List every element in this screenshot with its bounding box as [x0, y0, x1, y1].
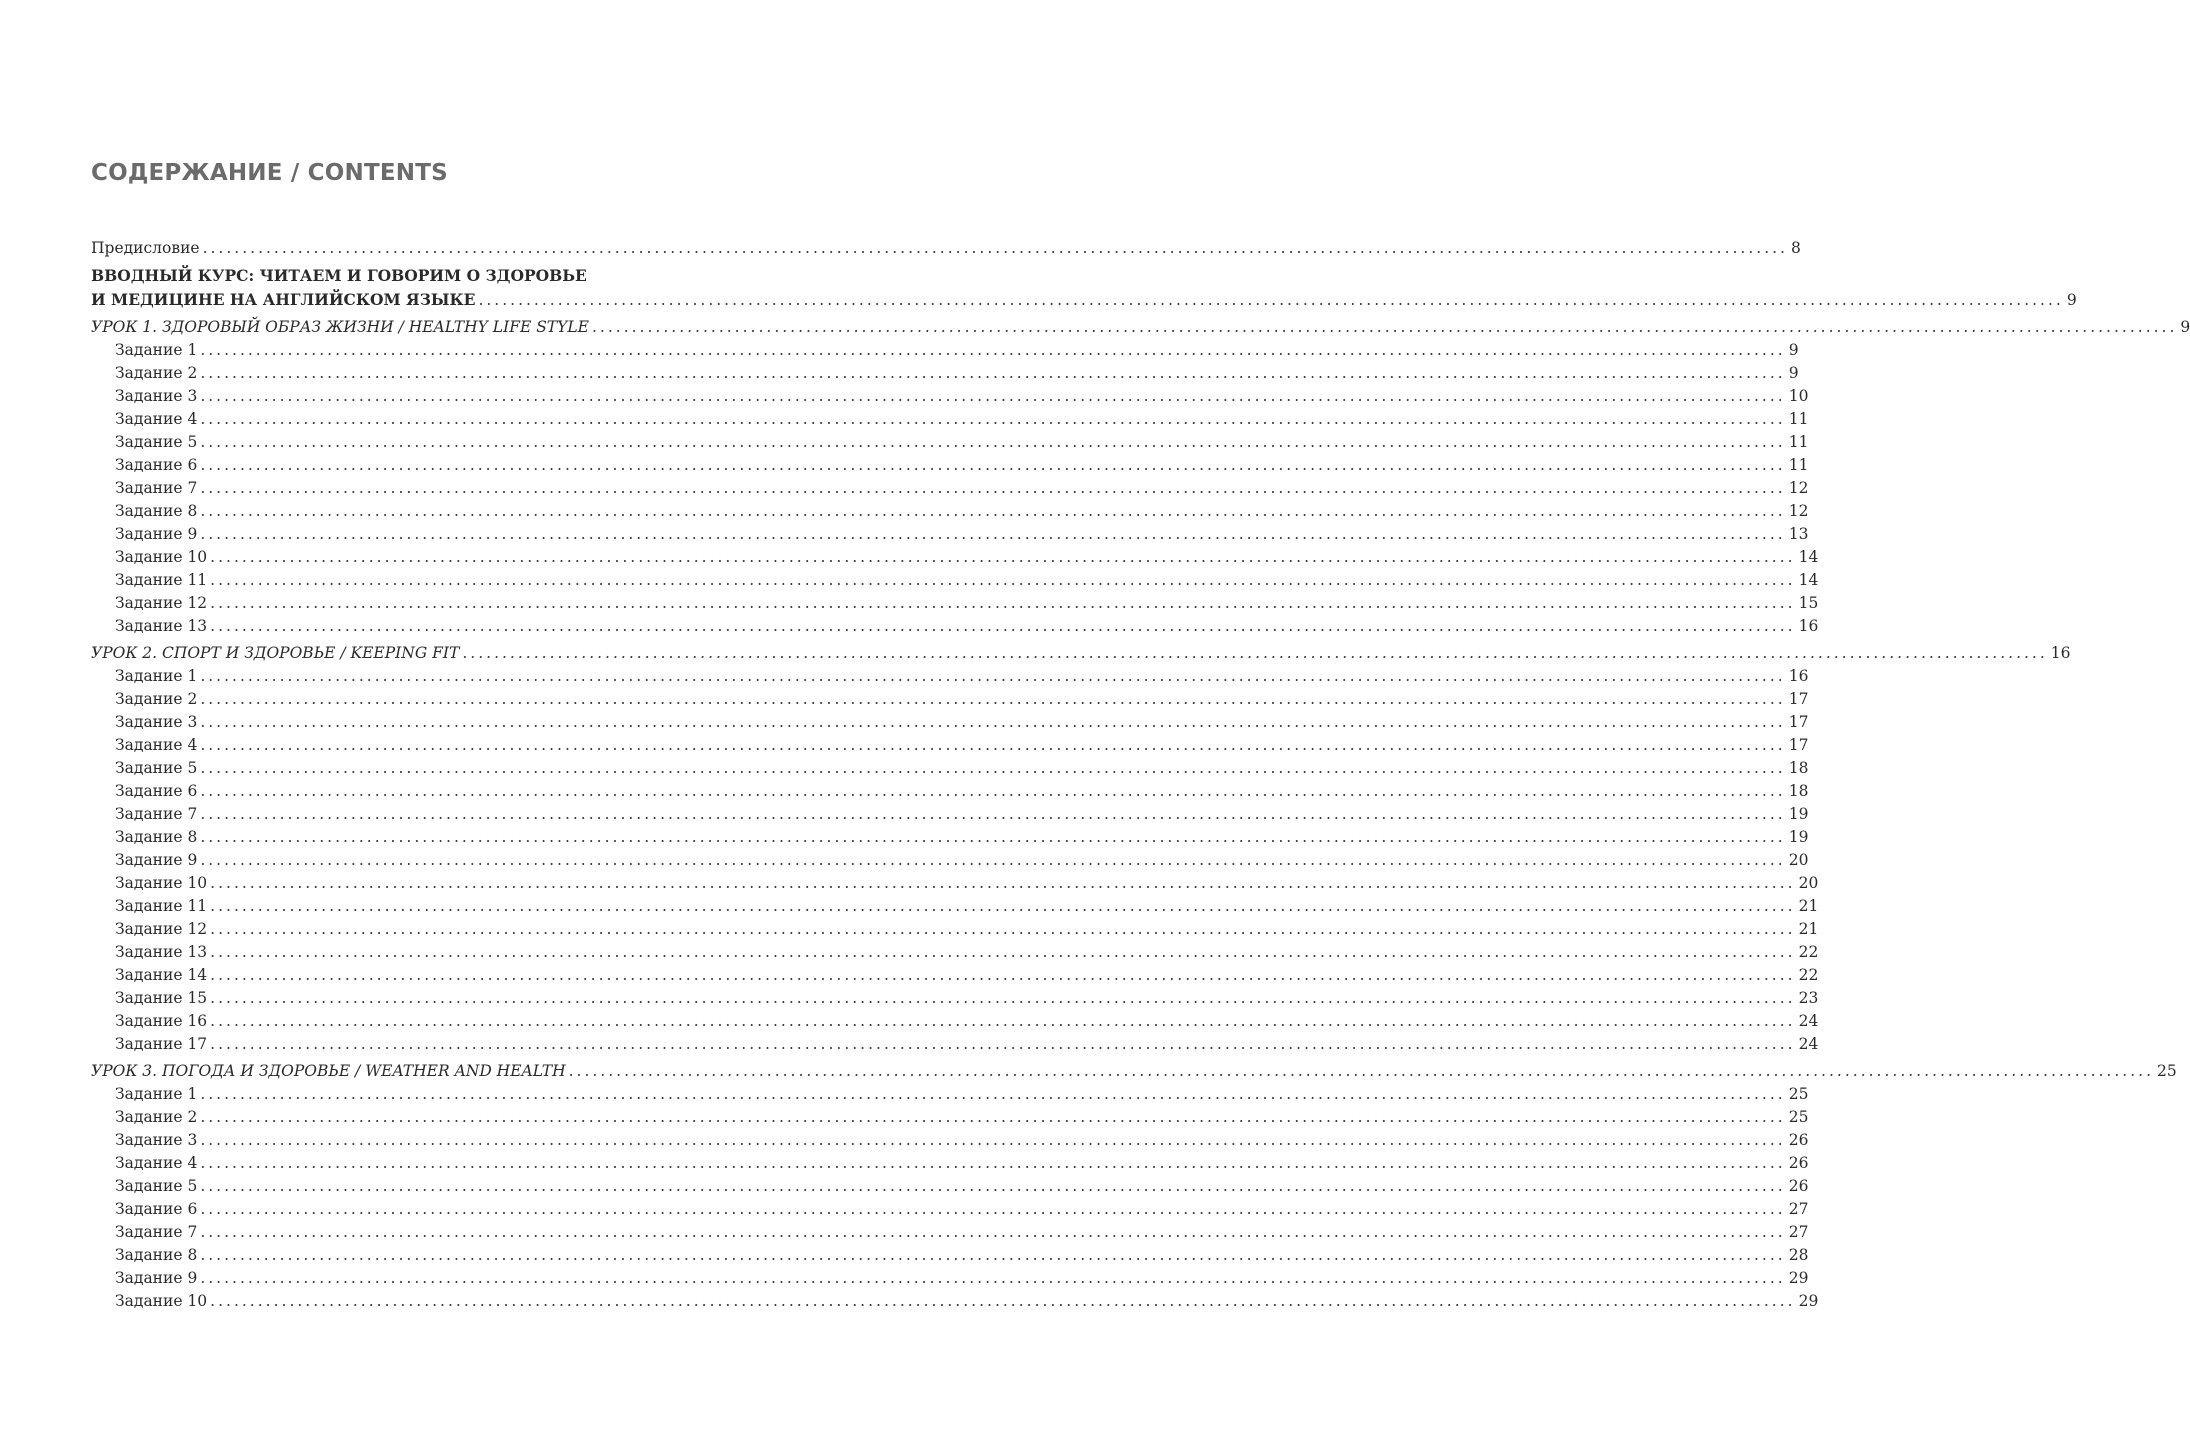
dot-leader: ........................................................................................................................................................................................................ — [200, 667, 1786, 685]
toc-entry-label: Задание 9 — [115, 1269, 198, 1287]
toc-entry-task[interactable] — [91, 1290, 1819, 1313]
dot-leader: ........................................................................................................................................................................................................ — [200, 851, 1786, 869]
toc-page-number: 25 — [1788, 1108, 1809, 1126]
dot-leader: ........................................................................................................................................................................................................ — [210, 989, 1796, 1007]
toc-entry-label: Задание 2 — [115, 690, 198, 708]
toc-entry-task[interactable] — [91, 918, 1819, 941]
toc-page-number: 17 — [1788, 690, 1809, 708]
toc-entry-task[interactable] — [91, 826, 1809, 849]
toc-page-number: 24 — [1798, 1035, 1819, 1053]
dot-leader: ........................................................................................................................................................................................................ — [200, 1177, 1786, 1195]
toc-entry-label: Задание 7 — [115, 1223, 198, 1241]
toc-entry-task[interactable] — [91, 757, 1809, 780]
lessons-list — [91, 316, 2190, 1313]
toc-entry-label: Задание 6 — [115, 456, 198, 474]
toc-entry-label: Задание 5 — [115, 433, 198, 451]
dot-leader: ........................................................................................................................................................................................................ — [210, 920, 1796, 938]
toc-entry-task[interactable] — [91, 665, 1809, 688]
toc-page-number: 17 — [1788, 736, 1809, 754]
toc-page-number: 9 — [1788, 364, 1799, 382]
dot-leader: ........................................................................................................................................................................................................ — [200, 341, 1786, 359]
toc-page-number: 14 — [1798, 571, 1819, 589]
toc-entry-label: Задание 12 — [115, 594, 208, 612]
toc-entry-task[interactable] — [91, 1244, 1809, 1267]
dot-leader: ........................................................................................................................................................................................................ — [210, 874, 1796, 892]
toc-entry-label: И МЕДИЦИНЕ НА АНГЛИЙСКОМ ЯЗЫКЕ — [91, 290, 476, 309]
toc-entry-lesson[interactable] — [91, 642, 2071, 665]
dot-leader: ........................................................................................................................................................................................................ — [200, 1108, 1786, 1126]
toc-entry-task[interactable] — [91, 362, 1799, 385]
dot-leader: ........................................................................................................................................................................................................ — [200, 690, 1786, 708]
toc-entry-intro-course[interactable] — [91, 264, 2077, 312]
toc-page-number: 9 — [2180, 318, 2190, 336]
toc-entry-preface[interactable] — [91, 237, 1801, 260]
toc-entry-task[interactable] — [91, 711, 1809, 734]
toc-entry-label: Задание 10 — [115, 548, 208, 566]
toc-page-number: 12 — [1788, 479, 1809, 497]
dot-leader: ........................................................................................................................................................................................................ — [200, 782, 1786, 800]
toc-page-number: 29 — [1788, 1269, 1809, 1287]
toc-page-number: 29 — [1798, 1292, 1819, 1310]
dot-leader: ........................................................................................................................................................................................................ — [210, 1292, 1796, 1310]
toc-entry-task[interactable] — [91, 688, 1809, 711]
toc-page-number: 9 — [2066, 291, 2077, 309]
toc-entry-label: Задание 4 — [115, 1154, 198, 1172]
toc-entry-task[interactable] — [91, 1083, 1809, 1106]
toc-entry-label: Задание 5 — [115, 1177, 198, 1195]
toc-page-number: 16 — [1788, 667, 1809, 685]
toc-entry-task[interactable] — [91, 431, 1809, 454]
toc-entry-label: Задание 11 — [115, 571, 208, 589]
toc-entry-label: ВВОДНЫЙ КУРС: ЧИТАЕМ И ГОВОРИМ О ЗДОРОВЬЕ — [91, 266, 587, 285]
toc-entry-label: Задание 16 — [115, 1012, 208, 1030]
toc-entry-label: Задание 15 — [115, 989, 208, 1007]
toc-page-number: 11 — [1788, 433, 1809, 451]
toc-entry-label: Задание 12 — [115, 920, 208, 938]
toc-entry-label: Задание 1 — [115, 341, 198, 359]
toc-entry-task[interactable] — [91, 964, 1819, 987]
toc-entry-label: Задание 8 — [115, 502, 198, 520]
toc-entry-task[interactable] — [91, 1198, 1809, 1221]
toc-entry-label: Задание 8 — [115, 828, 198, 846]
dot-leader: ........................................................................................................................................................................................................ — [210, 594, 1796, 612]
toc-entry-lesson[interactable] — [91, 1060, 2177, 1083]
toc-page-number: 13 — [1788, 525, 1809, 543]
toc-entry-label: Задание 10 — [115, 1292, 208, 1310]
toc-entry-label: Задание 3 — [115, 713, 198, 731]
dot-leader: ........................................................................................................................................................................................................ — [200, 759, 1786, 777]
toc-page-number: 19 — [1788, 828, 1809, 846]
toc-entry-label: Предисловие — [91, 239, 200, 257]
toc-entry-label: УРОК 3. ПОГОДА И ЗДОРОВЬЕ / WEATHER AND HEALTH — [91, 1062, 566, 1080]
toc-entry-task[interactable] — [91, 546, 1819, 569]
toc-entry-label: Задание 6 — [115, 782, 198, 800]
toc-entry-task[interactable] — [91, 1033, 1819, 1056]
dot-leader: ........................................................................................................................................................................................................ — [200, 828, 1786, 846]
toc-entry-label: Задание 4 — [115, 736, 198, 754]
toc-entry-task[interactable] — [91, 1267, 1809, 1290]
toc-entry-label: Задание 10 — [115, 874, 208, 892]
toc-entry-task[interactable] — [91, 454, 1809, 477]
toc-entry-task[interactable] — [91, 477, 1809, 500]
toc-page-number: 16 — [2050, 644, 2071, 662]
toc-entry-task[interactable] — [91, 734, 1809, 757]
toc-page-number: 18 — [1788, 782, 1809, 800]
dot-leader: ........................................................................................................................................................................................................ — [200, 410, 1786, 428]
dot-leader: ........................................................................................................................................................................................................ — [200, 456, 1786, 474]
toc-page-number: 11 — [1788, 410, 1809, 428]
toc-entry-label: УРОК 1. ЗДОРОВЫЙ ОБРАЗ ЖИЗНИ / HEALTHY LIFE STYLE — [91, 318, 589, 336]
toc-entry-label: Задание 13 — [115, 617, 208, 635]
toc-entry-task[interactable] — [91, 1221, 1809, 1244]
toc-page-number: 21 — [1798, 897, 1819, 915]
toc-page-number: 22 — [1798, 966, 1819, 984]
toc-page-number: 27 — [1788, 1223, 1809, 1241]
toc-page-number: 14 — [1798, 548, 1819, 566]
toc-entry-label: Задание 17 — [115, 1035, 208, 1053]
toc-entry-label: Задание 9 — [115, 525, 198, 543]
dot-leader: ........................................................................................................................................................................................................ — [210, 548, 1796, 566]
dot-leader: ........................................................................................................................................................................................................ — [210, 1035, 1796, 1053]
toc-entry-label: Задание 7 — [115, 479, 198, 497]
toc-page-number: 19 — [1788, 805, 1809, 823]
dot-leader: ........................................................................................................................................................................................................ — [592, 318, 2178, 336]
toc-entry-label: Задание 7 — [115, 805, 198, 823]
dot-leader: ........................................................................................................................................................................................................ — [210, 943, 1796, 961]
toc-page-number: 20 — [1788, 851, 1809, 869]
toc-page-number: 15 — [1798, 594, 1819, 612]
toc-page-number: 26 — [1788, 1177, 1809, 1195]
dot-leader: ........................................................................................................................................................................................................ — [200, 525, 1786, 543]
dot-leader: ........................................................................................................................................................................................................ — [210, 617, 1796, 635]
toc-entry-task[interactable] — [91, 408, 1809, 431]
toc-entry-task[interactable] — [91, 780, 1809, 803]
toc-entry-task[interactable] — [91, 941, 1819, 964]
toc-entry-label: Задание 1 — [115, 1085, 198, 1103]
toc-page-number: 21 — [1798, 920, 1819, 938]
toc-page-number: 28 — [1788, 1246, 1809, 1264]
toc-page-number: 18 — [1788, 759, 1809, 777]
dot-leader: ........................................................................................................................................................................................................ — [200, 387, 1786, 405]
toc-page-number: 24 — [1798, 1012, 1819, 1030]
toc-entry-label: Задание 6 — [115, 1200, 198, 1218]
toc-entry-task[interactable] — [91, 523, 1809, 546]
toc-entry-task[interactable] — [91, 569, 1819, 592]
toc-page-number: 25 — [2157, 1062, 2177, 1080]
dot-leader: ........................................................................................................................................................................................................ — [200, 502, 1786, 520]
toc-entry-task[interactable] — [91, 615, 1819, 638]
toc-page-number: 25 — [1788, 1085, 1809, 1103]
table-of-contents — [91, 237, 2190, 1313]
toc-entry-label: Задание 13 — [115, 943, 208, 961]
toc-entry-label: Задание 14 — [115, 966, 208, 984]
dot-leader: ........................................................................................................................................................................................................ — [200, 1269, 1786, 1287]
page-title: СОДЕРЖАНИЕ / CONTENTS — [91, 160, 448, 186]
toc-entry-task[interactable] — [91, 872, 1819, 895]
dot-leader: ........................................................................................................................................................................................................ — [200, 1154, 1786, 1172]
toc-page-number: 27 — [1788, 1200, 1809, 1218]
toc-entry-label: Задание 2 — [115, 364, 198, 382]
dot-leader: ........................................................................................................................................................................................................ — [200, 713, 1786, 731]
toc-entry-task[interactable] — [91, 1010, 1819, 1033]
toc-page-number: 26 — [1788, 1131, 1809, 1149]
dot-leader: ........................................................................................................................................................................................................ — [200, 805, 1786, 823]
toc-entry-label: Задание 1 — [115, 667, 198, 685]
toc-page-number: 20 — [1798, 874, 1819, 892]
dot-leader: ........................................................................................................................................................................................................ — [210, 571, 1796, 589]
dot-leader: ........................................................................................................................................................................................................ — [200, 1246, 1786, 1264]
toc-entry-label: Задание 11 — [115, 897, 208, 915]
toc-entry-label: Задание 4 — [115, 410, 198, 428]
dot-leader: ........................................................................................................................................................................................................ — [200, 364, 1786, 382]
dot-leader: ........................................................................................................................................................................................................ — [568, 1062, 2154, 1080]
toc-entry-task[interactable] — [91, 385, 1809, 408]
dot-leader: ........................................................................................................................................................................................................ — [210, 1012, 1796, 1030]
toc-page-number: 23 — [1798, 989, 1819, 1007]
toc-entry-task[interactable] — [91, 1106, 1809, 1129]
toc-entry-label: Задание 8 — [115, 1246, 198, 1264]
dot-leader: ........................................................................................................................................................................................................ — [210, 966, 1796, 984]
toc-entry-task[interactable] — [91, 1175, 1809, 1198]
toc-entry-label: Задание 9 — [115, 851, 198, 869]
dot-leader: ........................................................................................................................................................................................................ — [200, 479, 1786, 497]
toc-entry-task[interactable] — [91, 1152, 1809, 1175]
dot-leader: ........................................................................................................................................................................................................ — [200, 433, 1786, 451]
toc-entry-label: Задание 2 — [115, 1108, 198, 1126]
toc-page-number: 12 — [1788, 502, 1809, 520]
toc-entry-label: Задание 3 — [115, 387, 198, 405]
toc-page-number: 9 — [1788, 341, 1799, 359]
toc-page-number: 10 — [1788, 387, 1809, 405]
toc-page-number: 17 — [1788, 713, 1809, 731]
dot-leader: ........................................................................................................................................................................................................ — [200, 1200, 1786, 1218]
toc-page-number: 26 — [1788, 1154, 1809, 1172]
toc-page-number: 11 — [1788, 456, 1809, 474]
dot-leader: ........................................................................................................................................................................................................ — [462, 644, 2048, 662]
dot-leader: ........................................................................................................................................................................................................ — [478, 291, 2064, 309]
toc-entry-task[interactable] — [91, 849, 1809, 872]
dot-leader: ........................................................................................................................................................................................................ — [202, 239, 1788, 257]
toc-page-number: 16 — [1798, 617, 1819, 635]
dot-leader: ........................................................................................................................................................................................................ — [200, 1131, 1786, 1149]
toc-entry-label: УРОК 2. СПОРТ И ЗДОРОВЬЕ / KEEPING FIT — [91, 644, 460, 662]
toc-entry-task[interactable] — [91, 987, 1819, 1010]
toc-entry-label: Задание 5 — [115, 759, 198, 777]
toc-entry-task[interactable] — [91, 895, 1819, 918]
dot-leader: ........................................................................................................................................................................................................ — [200, 736, 1786, 754]
toc-entry-task[interactable] — [91, 1129, 1809, 1152]
dot-leader: ........................................................................................................................................................................................................ — [200, 1223, 1786, 1241]
toc-entry-task[interactable] — [91, 339, 1799, 362]
toc-page-number: 8 — [1790, 239, 1801, 257]
toc-entry-task[interactable] — [91, 803, 1809, 826]
dot-leader: ........................................................................................................................................................................................................ — [200, 1085, 1786, 1103]
toc-entry-task[interactable] — [91, 500, 1809, 523]
toc-page-number: 22 — [1798, 943, 1819, 961]
toc-entry-task[interactable] — [91, 592, 1819, 615]
dot-leader: ........................................................................................................................................................................................................ — [210, 897, 1796, 915]
toc-entry-lesson[interactable] — [91, 316, 2190, 339]
toc-entry-label: Задание 3 — [115, 1131, 198, 1149]
